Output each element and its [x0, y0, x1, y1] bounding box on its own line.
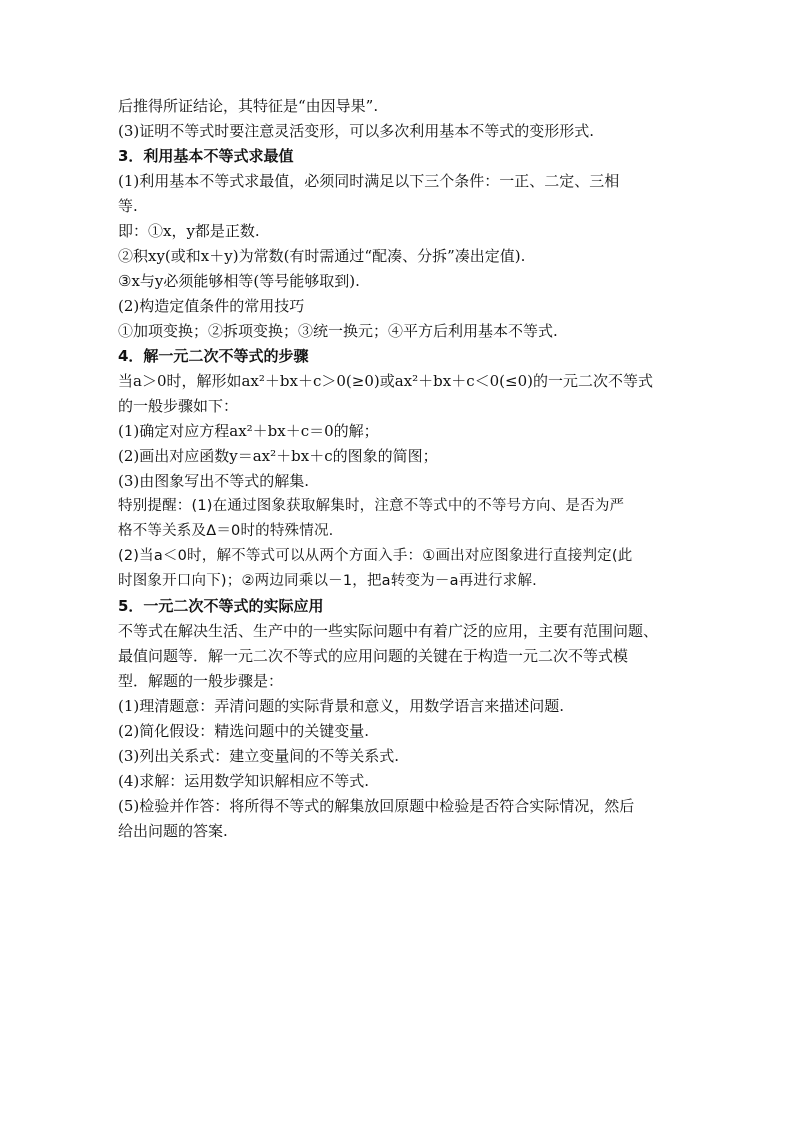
text-line: (3)列出关系式：建立变量间的不等关系式.	[118, 747, 400, 765]
text-line: 后推得所证结论，其特征是“由因导果”.	[118, 97, 379, 115]
text-line: 等.	[118, 197, 138, 215]
text-line: ②积xy(或和x＋y)为常数(有时需通过“配凑、分拆”凑出定值).	[118, 247, 526, 265]
section-heading: 4．解一元二次不等式的步骤	[118, 347, 309, 365]
text-line: 最值问题等．解一元二次不等式的应用问题的关键在于构造一元二次不等式模	[118, 647, 629, 665]
text-line: 当a＞0时，解形如ax²＋bx＋c＞0(≥0)或ax²＋bx＋c＜0(≤0)的一元二次不等式	[118, 372, 653, 390]
section-heading: 3．利用基本不等式求最值	[118, 147, 294, 165]
text-line: (5)检验并作答：将所得不等式的解集放回原题中检验是否符合实际情况，然后	[118, 797, 635, 815]
text-line: (1)理清题意：弄清问题的实际背景和意义，用数学语言来描述问题.	[118, 697, 565, 715]
remark-line: (2)当a＜0时，解不等式可以从两个方面入手：①画出对应图象进行直接判定(此	[118, 548, 633, 564]
document-page	[118, 94, 678, 844]
text-line: (2)构造定值条件的常用技巧	[118, 297, 305, 315]
text-line: (2)画出对应函数y＝ax²＋bx＋c的图象的简图；	[118, 447, 438, 465]
text-line: (1)利用基本不等式求最值，必须同时满足以下三个条件：一正、二定、三相	[118, 172, 620, 190]
text-line: (2)简化假设：精选问题中的关键变量.	[118, 722, 370, 740]
text-line: 给出问题的答案.	[118, 822, 228, 840]
remark-line: 特别提醒：(1)在通过图象获取解集时，注意不等式中的不等号方向、是否为严	[118, 498, 625, 514]
text-line: (3)证明不等式时要注意灵活变形，可以多次利用基本不等式的变形形式.	[118, 122, 595, 140]
remark-line: 格不等关系及Δ＝0时的特殊情况.	[118, 523, 334, 539]
remark-line: 时图象开口向下)；②两边同乘以－1，把a转变为－a再进行求解.	[118, 573, 537, 589]
text-line: (4)求解：运用数学知识解相应不等式.	[118, 772, 370, 790]
section-heading: 5．一元二次不等式的实际应用	[118, 597, 324, 615]
text-line: ③x与y必须能够相等(等号能够取到).	[118, 272, 360, 290]
document-body	[118, 94, 678, 844]
text-line: ①加项变换；②拆项变换；③统一换元；④平方后利用基本不等式.	[118, 322, 558, 340]
text-line: 即：①x，y都是正数.	[118, 222, 260, 240]
text-line: 不等式在解决生活、生产中的一些实际问题中有着广泛的应用，主要有范围问题、	[118, 622, 659, 640]
text-line: (1)确定对应方程ax²＋bx＋c＝0的解；	[118, 422, 379, 440]
text-line: (3)由图象写出不等式的解集.	[118, 472, 310, 490]
text-line: 型．解题的一般步骤是：	[118, 672, 284, 690]
text-line: 的一般步骤如下：	[118, 397, 239, 415]
